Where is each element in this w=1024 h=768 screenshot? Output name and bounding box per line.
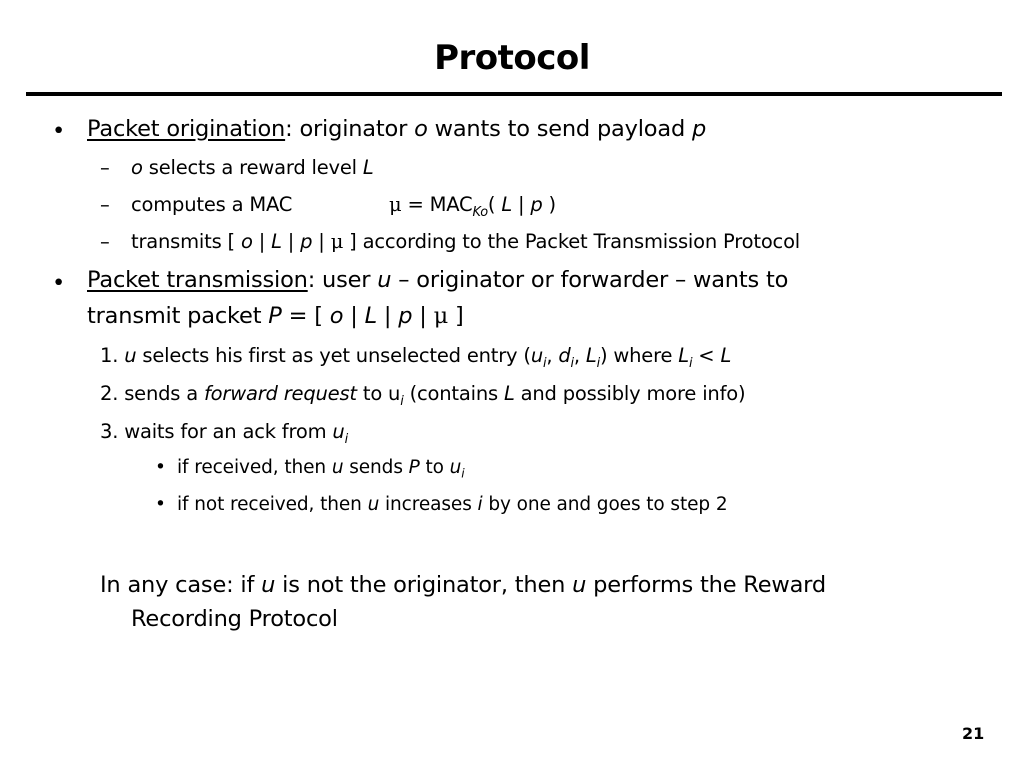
step-3: 3. waits for an ack from $u_i$ bbox=[100, 420, 348, 447]
page-number: 21 bbox=[962, 724, 985, 743]
closing-line-2: Recording Protocol bbox=[131, 606, 338, 632]
small-bullet-marker: • bbox=[155, 457, 166, 478]
sub-item-compute-mac: computes a MAC bbox=[131, 193, 293, 216]
step-1: 1. u selects his first as yet unselected entry ($u_i$, $d_i$, $L_i$) where $L_i < L$ bbox=[100, 344, 732, 371]
dash-marker: – bbox=[100, 193, 110, 216]
bullet-packet-transmission-line2: transmit packet P = [ o | L | p | μ ] bbox=[87, 303, 464, 329]
small-bullet-marker: • bbox=[155, 494, 166, 515]
mu-symbol: μ bbox=[389, 193, 402, 216]
bullet-marker: • bbox=[52, 118, 66, 144]
bullet-packet-transmission: Packet transmission: user u – originator or forwarder – wants to bbox=[87, 267, 789, 293]
dash-marker: – bbox=[100, 230, 110, 253]
bullet-marker: • bbox=[52, 270, 66, 296]
heading-packet-origination: Packet origination bbox=[87, 116, 286, 142]
sub-item-reward-level: o selects a reward level L bbox=[131, 156, 374, 179]
step-2: 2. sends a forward request to $u_i$ (contains L and possibly more info) bbox=[100, 382, 746, 409]
bullet-packet-origination: Packet origination: originator o wants to send payload p bbox=[87, 116, 707, 142]
mu-symbol: μ bbox=[433, 303, 449, 329]
sub-item-transmit: transmits [ o | L | p | μ ] according to the Packet Transmission Protocol bbox=[131, 230, 801, 253]
dash-marker: – bbox=[100, 156, 110, 179]
sub-bullet-not-received: if not received, then u increases i by one and goes to step 2 bbox=[177, 494, 728, 515]
closing-line-1: In any case: if u is not the originator, then u performs the Reward bbox=[100, 572, 826, 598]
title-divider bbox=[26, 92, 1002, 96]
heading-packet-transmission: Packet transmission bbox=[87, 267, 308, 293]
mu-symbol: μ bbox=[330, 230, 344, 253]
mac-formula: $\mu = MAC_{Ko}$( L | p ) bbox=[389, 193, 556, 220]
slide-title: Protocol bbox=[434, 38, 590, 78]
sub-bullet-received: if received, then u sends P to $u_i$ bbox=[177, 457, 465, 481]
